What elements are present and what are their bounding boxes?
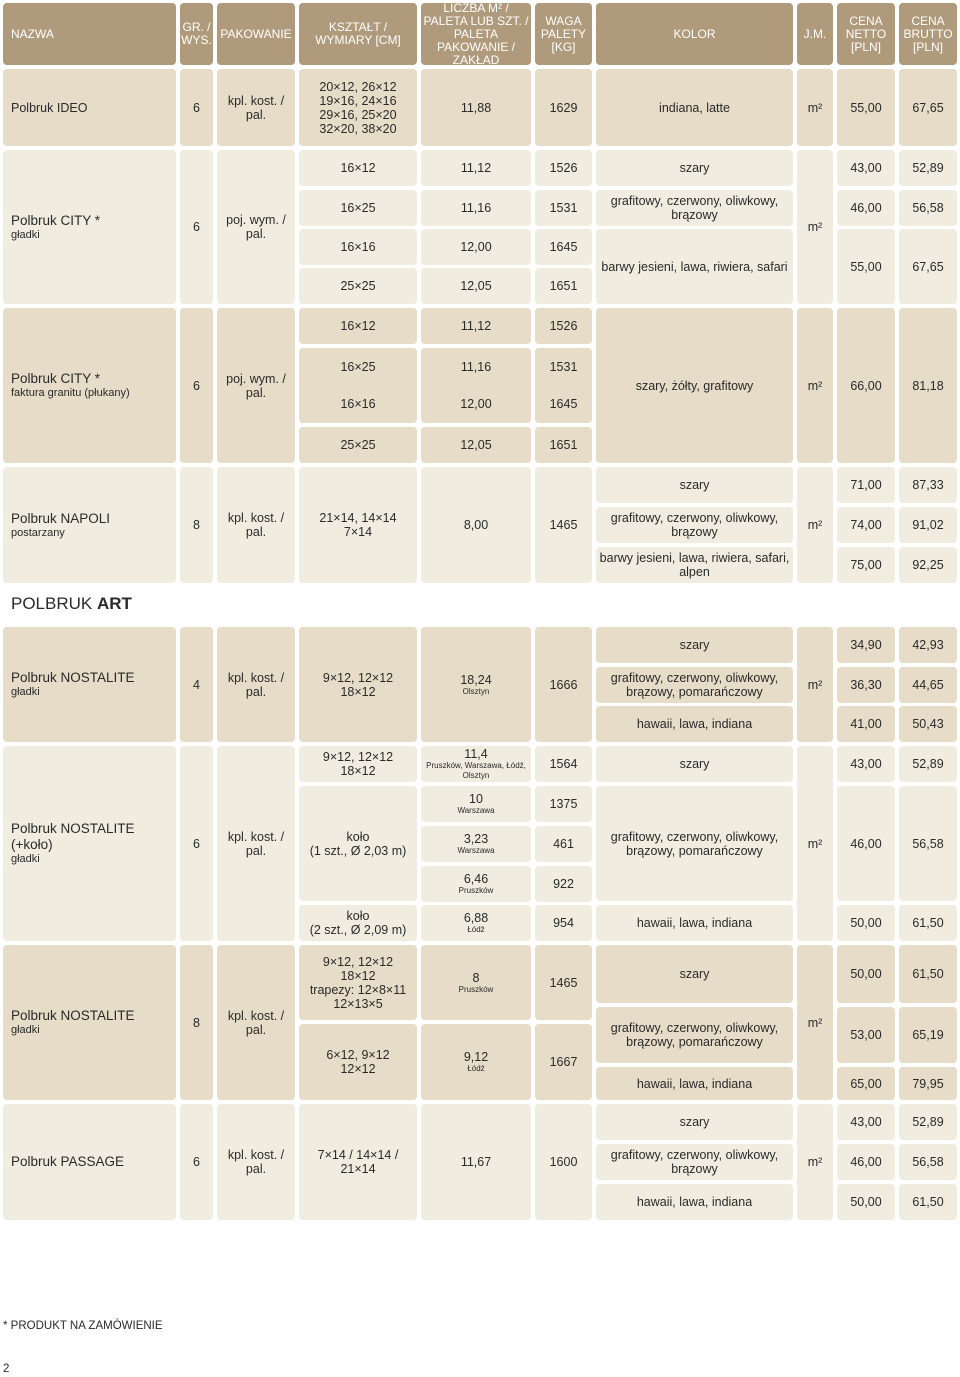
header-pak: PAKOWANIE <box>217 3 295 65</box>
dimensions: 16×12 <box>299 150 417 186</box>
color: szary <box>596 746 793 782</box>
dimensions: koło (2 szt., Ø 2,09 m) <box>299 905 417 941</box>
price-brutto: 52,89 <box>899 746 957 782</box>
thickness: 4 <box>180 627 213 742</box>
color: hawaii, lawa, indiana <box>596 1067 793 1100</box>
weight: 954 <box>535 905 592 941</box>
quantity: 11,88 <box>421 69 531 146</box>
price-brutto: 50,43 <box>899 706 957 742</box>
weight: 1645 <box>535 229 592 265</box>
packaging: kpl. kost. / pal. <box>217 945 295 1100</box>
unit: m² <box>797 308 833 463</box>
weight: 1531 1645 <box>535 348 592 423</box>
header-netto: CENA NETTO [PLN] <box>837 3 895 65</box>
weight: 1465 <box>535 945 592 1020</box>
unit: m² <box>797 69 833 146</box>
unit: m² <box>797 627 833 742</box>
weight: 1564 <box>535 746 592 782</box>
product-name: Polbruk NOSTALITE gładki <box>3 627 176 742</box>
product-name: Polbruk CITY * faktura granitu (płukany) <box>3 308 176 463</box>
weight: 1600 <box>535 1104 592 1220</box>
weight: 1651 <box>535 427 592 463</box>
color: szary <box>596 627 793 663</box>
packaging: kpl. kost. / pal. <box>217 1104 295 1220</box>
weight: 1526 <box>535 150 592 186</box>
quantity: 3,23 Warszawa <box>421 826 531 862</box>
quantity: 11,4 Pruszków, Warszawa, Łódź, Olsztyn <box>421 746 531 782</box>
dimensions: 16×25 16×16 <box>299 348 417 423</box>
unit: m² <box>797 945 833 1100</box>
price-brutto: 56,58 <box>899 786 957 901</box>
color: grafitowy, czerwony, oliwkowy, brązowy <box>596 507 793 543</box>
header-liczba: LICZBA M² / PALETA LUB SZT. / PALETA PAKOWANIE / ZAKŁAD <box>421 3 531 65</box>
price-netto: 55,00 <box>837 69 895 146</box>
dimensions: 16×16 <box>299 229 417 265</box>
price-netto: 74,00 <box>837 507 895 543</box>
color: szary <box>596 467 793 503</box>
color: hawaii, lawa, indiana <box>596 1184 793 1220</box>
unit: m² <box>797 467 833 583</box>
thickness: 6 <box>180 150 213 304</box>
dimensions: koło (1 szt., Ø 2,03 m) <box>299 786 417 901</box>
weight: 1465 <box>535 467 592 583</box>
price-netto: 43,00 <box>837 1104 895 1140</box>
price-brutto: 81,18 <box>899 308 957 463</box>
color: hawaii, lawa, indiana <box>596 706 793 742</box>
quantity: 9,12 Łódź <box>421 1024 531 1100</box>
unit: m² <box>797 1104 833 1220</box>
price-netto: 71,00 <box>837 467 895 503</box>
packaging: kpl. kost. / pal. <box>217 69 295 146</box>
price-netto: 46,00 <box>837 1144 895 1180</box>
product-name: Polbruk NAPOLI postarzany <box>3 467 176 583</box>
header-kolor: KOLOR <box>596 3 793 65</box>
thickness: 6 <box>180 1104 213 1220</box>
packaging: poj. wym. / pal. <box>217 150 295 304</box>
price-brutto: 52,89 <box>899 150 957 186</box>
color: szary <box>596 1104 793 1140</box>
price-netto: 50,00 <box>837 905 895 941</box>
weight: 1526 <box>535 308 592 344</box>
quantity: 6,88 Łódź <box>421 905 531 941</box>
color: grafitowy, czerwony, oliwkowy, brązowy, pomarańczowy <box>596 667 793 703</box>
price-brutto: 79,95 <box>899 1067 957 1100</box>
dimensions: 7×14 / 14×14 / 21×14 <box>299 1104 417 1220</box>
header-waga: WAGA PALETY [KG] <box>535 3 592 65</box>
quantity: 11,16 <box>421 190 531 226</box>
color: hawaii, lawa, indiana <box>596 905 793 941</box>
weight: 1667 <box>535 1024 592 1100</box>
weight: 1629 <box>535 69 592 146</box>
dimensions: 6×12, 9×12 12×12 <box>299 1024 417 1100</box>
thickness: 6 <box>180 69 213 146</box>
price-brutto: 52,89 <box>899 1104 957 1140</box>
dimensions: 9×12, 12×12 18×12 <box>299 746 417 782</box>
quantity: 11,12 <box>421 150 531 186</box>
price-netto: 66,00 <box>837 308 895 463</box>
price-netto: 50,00 <box>837 945 895 1003</box>
product-name: Polbruk NOSTALITE (+koło) gładki <box>3 746 176 941</box>
color: szary <box>596 945 793 1003</box>
packaging: kpl. kost. / pal. <box>217 467 295 583</box>
product-name: Polbruk NOSTALITE gładki <box>3 945 176 1100</box>
quantity: 12,05 <box>421 427 531 463</box>
quantity: 6,46 Pruszków <box>421 866 531 902</box>
header-jm: J.M. <box>797 3 833 65</box>
price-brutto: 65,19 <box>899 1007 957 1063</box>
quantity: 8,00 <box>421 467 531 583</box>
price-brutto: 61,50 <box>899 1184 957 1220</box>
product-name: Polbruk IDEO <box>3 69 176 146</box>
quantity: 11,16 12,00 <box>421 348 531 423</box>
dimensions: 16×25 <box>299 190 417 226</box>
header-brutto: CENA BRUTTO [PLN] <box>899 3 957 65</box>
quantity: 12,05 <box>421 268 531 304</box>
thickness: 8 <box>180 467 213 583</box>
footnote: * PRODUKT NA ZAMÓWIENIE <box>3 1320 163 1332</box>
price-brutto: 61,50 <box>899 905 957 941</box>
price-netto: 36,30 <box>837 667 895 703</box>
page-number: 2 <box>3 1363 10 1375</box>
header-name: NAZWA <box>3 3 176 65</box>
unit: m² <box>797 746 833 941</box>
thickness: 6 <box>180 308 213 463</box>
color: grafitowy, czerwony, oliwkowy, brązowy <box>596 190 793 226</box>
color: szary, żółty, grafitowy <box>596 308 793 463</box>
dimensions: 16×12 <box>299 308 417 344</box>
weight: 1375 <box>535 786 592 822</box>
thickness: 6 <box>180 746 213 941</box>
weight: 922 <box>535 866 592 902</box>
dimensions: 21×14, 14×14 7×14 <box>299 467 417 583</box>
weight: 1651 <box>535 268 592 304</box>
price-netto: 75,00 <box>837 547 895 583</box>
dimensions: 9×12, 12×12 18×12 trapezy: 12×8×11 12×13×5 <box>299 945 417 1020</box>
quantity: 10 Warszawa <box>421 786 531 822</box>
color: barwy jesieni, lawa, riwiera, safari <box>596 229 793 304</box>
thickness: 8 <box>180 945 213 1100</box>
weight: 1666 <box>535 627 592 742</box>
price-netto: 43,00 <box>837 150 895 186</box>
dimensions: 9×12, 12×12 18×12 <box>299 627 417 742</box>
price-brutto: 56,58 <box>899 190 957 226</box>
price-netto: 53,00 <box>837 1007 895 1063</box>
header-gr: GR. / WYS. <box>180 3 213 65</box>
packaging: kpl. kost. / pal. <box>217 627 295 742</box>
price-brutto: 61,50 <box>899 945 957 1003</box>
dimensions: 25×25 <box>299 268 417 304</box>
color: grafitowy, czerwony, oliwkowy, brązowy <box>596 1144 793 1180</box>
price-netto: 41,00 <box>837 706 895 742</box>
unit: m² <box>797 150 833 304</box>
header-ksztalt: KSZTAŁT / WYMIARY [CM] <box>299 3 417 65</box>
price-brutto: 67,65 <box>899 229 957 304</box>
quantity: 12,00 <box>421 229 531 265</box>
price-brutto: 87,33 <box>899 467 957 503</box>
quantity: 8 Pruszków <box>421 945 531 1020</box>
price-netto: 43,00 <box>837 746 895 782</box>
color: szary <box>596 150 793 186</box>
quantity: 11,12 <box>421 308 531 344</box>
price-netto: 55,00 <box>837 229 895 304</box>
quantity: 18,24 Olsztyn <box>421 627 531 742</box>
color: indiana, latte <box>596 69 793 146</box>
weight: 1531 <box>535 190 592 226</box>
color: grafitowy, czerwony, oliwkowy, brązowy, pomarańczowy <box>596 786 793 901</box>
price-brutto: 56,58 <box>899 1144 957 1180</box>
price-brutto: 42,93 <box>899 627 957 663</box>
price-netto: 46,00 <box>837 786 895 901</box>
dimensions: 20×12, 26×12 19×16, 24×16 29×16, 25×20 32×20, 38×20 <box>299 69 417 146</box>
dimensions: 25×25 <box>299 427 417 463</box>
price-brutto: 44,65 <box>899 667 957 703</box>
section-title: POLBRUK ART <box>11 594 132 613</box>
price-brutto: 67,65 <box>899 69 957 146</box>
weight: 461 <box>535 826 592 862</box>
product-name: Polbruk CITY * gładki <box>3 150 176 304</box>
price-netto: 46,00 <box>837 190 895 226</box>
packaging: poj. wym. / pal. <box>217 308 295 463</box>
product-name: Polbruk PASSAGE <box>3 1104 176 1220</box>
color: barwy jesieni, lawa, riwiera, safari, alpen <box>596 547 793 583</box>
packaging: kpl. kost. / pal. <box>217 746 295 941</box>
price-netto: 34,90 <box>837 627 895 663</box>
price-netto: 65,00 <box>837 1067 895 1100</box>
price-brutto: 92,25 <box>899 547 957 583</box>
price-brutto: 91,02 <box>899 507 957 543</box>
price-netto: 50,00 <box>837 1184 895 1220</box>
quantity: 11,67 <box>421 1104 531 1220</box>
color: grafitowy, czerwony, oliwkowy, brązowy, pomarańczowy <box>596 1007 793 1063</box>
